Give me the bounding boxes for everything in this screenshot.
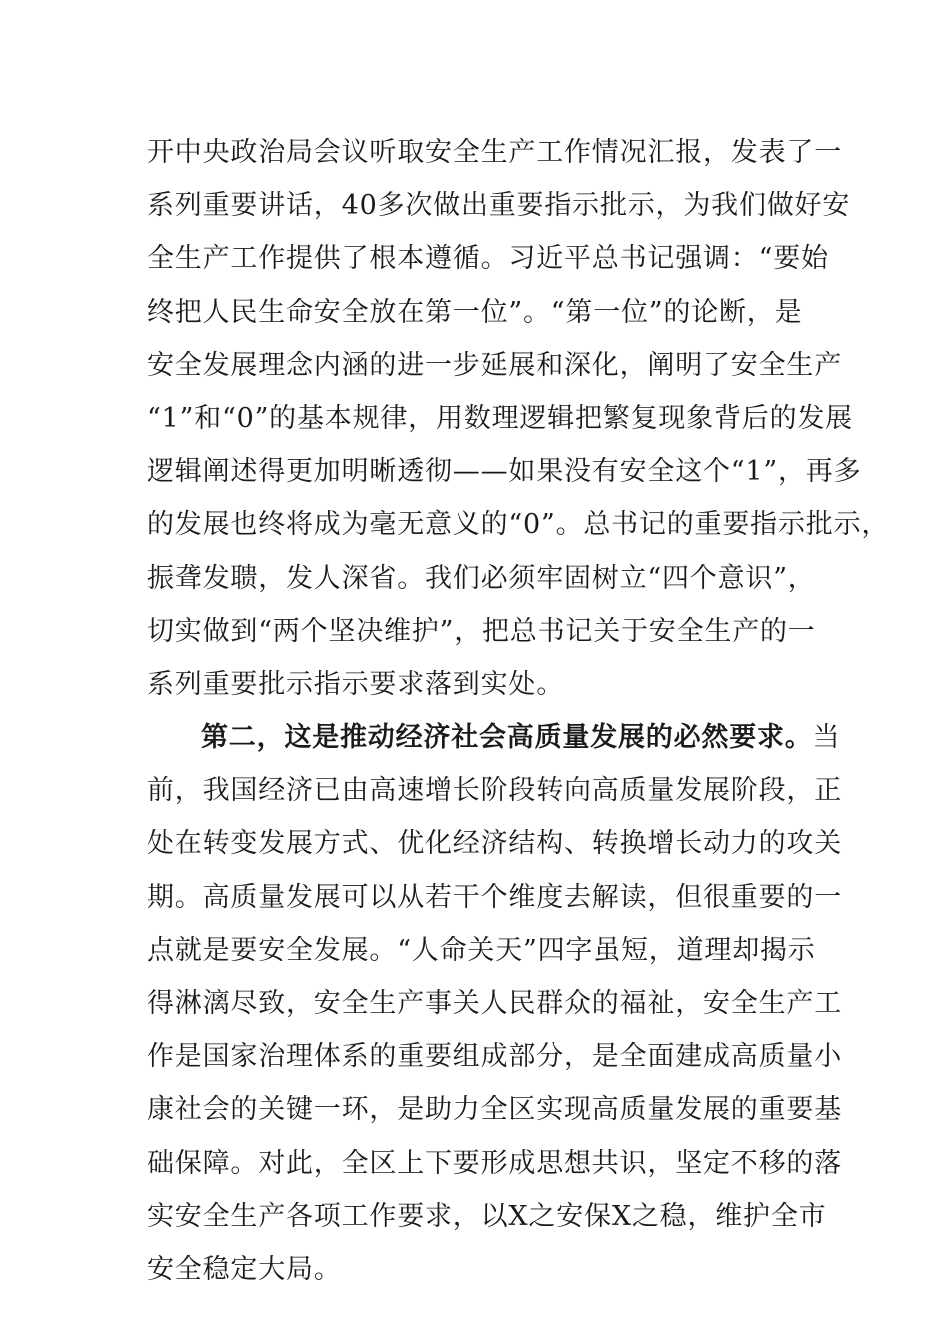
text-line: 得淋漓尽致，安全生产事关人民群众的福祉，安全生产工 [147, 988, 842, 1019]
text-line: 前，我国经济已由高速增长阶段转向高质量发展阶段，正 [147, 775, 842, 807]
text-line: 逻辑阐述得更加明晰透彻——如果没有安全这个“1”，再多 [147, 456, 862, 488]
text-line: 期。高质量发展可以从若干个维度去解读，但很重要的一 [147, 881, 842, 913]
text-line: 振聋发聩，发人深省。我们必须牢固树立“四个意识”， [147, 562, 816, 594]
text-line: 终把人民生命安全放在第一位”。“第一位”的论断，是 [147, 296, 803, 328]
paragraph-heading-line [147, 711, 841, 764]
heading-line-rest: 当 [812, 722, 841, 754]
text-line: 切实做到“两个坚决维护”，把总书记关于安全生产的一 [147, 615, 816, 647]
text-line: 点就是要安全发展。“人命关天”四字虽短，道理却揭示 [147, 934, 816, 966]
text-line: 安全发展理念内涵的进一步延展和深化，阐明了安全生产 [147, 349, 842, 381]
text-line: 实安全生产各项工作要求，以X之安保X之稳，维护全市 [147, 1200, 827, 1232]
text-line: 康社会的关键一环，是助力全区实现高质量发展的重要基 [147, 1094, 842, 1126]
text-line: 作是国家治理体系的重要组成部分，是全面建成高质量小 [147, 1041, 842, 1073]
paragraph-2 [147, 711, 842, 1296]
text-line: 全生产工作提供了根本遵循。习近平总书记强调：“要始 [147, 243, 829, 275]
text-line: 础保障。对此，全区上下要形成思想共识，坚定不移的落 [147, 1147, 842, 1179]
text-line: “1”和“0”的基本规律，用数理逻辑把繁复现象背后的发展 [147, 402, 853, 434]
text-line: 系列重要讲话，40多次做出重要指示批示，为我们做好安 [147, 190, 851, 222]
text-line: 开中央政治局会议听取安全生产工作情况汇报，发表了一 [147, 137, 842, 168]
document-body [147, 126, 890, 1296]
text-line: 的发展也终将成为毫无意义的“0”。总书记的重要指示批示， [147, 509, 890, 541]
text-line: 处在转变发展方式、优化经济结构、转换增长动力的攻关 [147, 828, 842, 860]
text-line: 安全稳定大局。 [147, 1253, 342, 1285]
text-line: 系列重要批示指示要求落到实处。 [147, 668, 564, 700]
paragraph-1 [147, 126, 890, 711]
paragraph-heading: 第二，这是推动经济社会高质量发展的必然要求。 [201, 722, 813, 754]
